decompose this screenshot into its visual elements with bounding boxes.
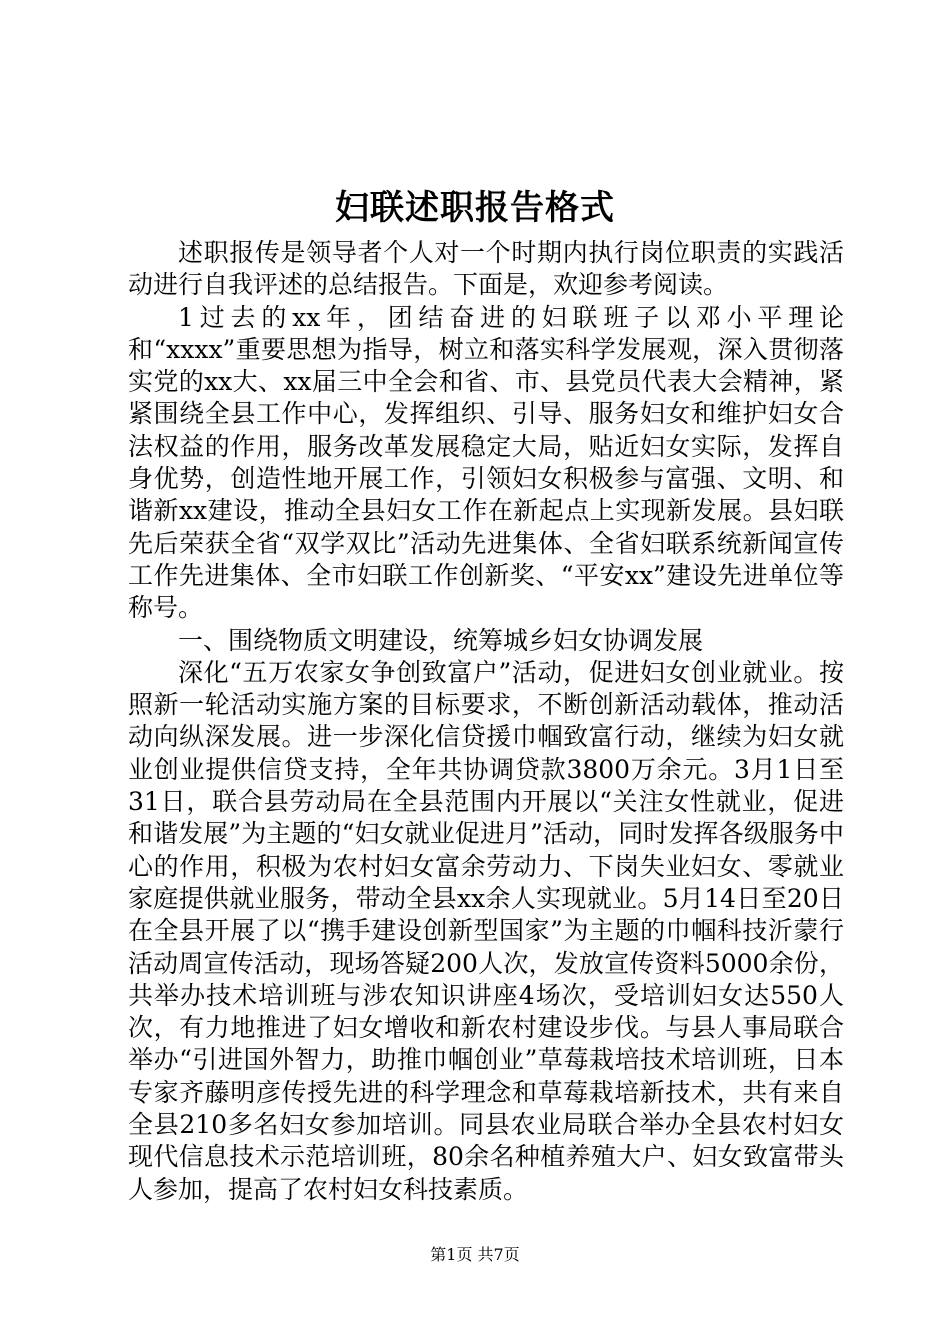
paragraph-intro: 述职报传是领导者个人对一个时期内执行岗位职责的实践活动进行自我评述的总结报告。下面是，欢迎参考阅读。 bbox=[128, 238, 844, 300]
paragraph-section-one: 深化“五万农家女争创致富户”活动，促进妇女创业就业。按照新一轮活动实施方案的目标要求，不断创新活动载体，推动活动向纵深发展。进一步深化信贷援巾帼致富行动，继续为妇女就业创业提供信贷支持，全年共协调贷款3800万余元。3月1日至31日，联合县劳动局在全县范围内开展以“关注女性就业，促进和谐发展”为主题的“妇女就业促进月”活动，同时发挥各级服务中心的作用，积极为农村妇女富余劳动力、下岗失业妇女、零就业家庭提供就业服务，带动全县xx余人实现就业。5月14日至20日在全县开展了以“携手建设创新型国家”为主题的巾帼科技沂蒙行活动周宣传活动，现场答疑200人次，发放宣传资料5000余份，共举办技术培训班与涉农知识讲座4场次，受培训妇女达550人次，有力地推进了妇女增收和新农村建设步伐。与县人事局联合举办“引进国外智力，助推巾帼创业”草莓栽培技术培训班，日本专家齐藤明彦传授先进的科学理念和草莓栽培新技术，共有来自全县210多名妇女参加培训。同县农业局联合举办全县农村妇女现代信息技术示范培训班，80余名种植养殖大户、妇女致富带头人参加，提高了农村妇女科技素质。 bbox=[128, 657, 844, 1204]
page-number-footer: 第1页 共7页 bbox=[430, 1245, 520, 1264]
document-title: 妇联述职报告格式 bbox=[335, 188, 615, 228]
document-body bbox=[128, 237, 844, 1206]
section-heading: 一、围绕物质文明建设，统筹城乡妇女协调发展 bbox=[178, 625, 704, 655]
paragraph-summary: 1过去的xx年，团结奋进的妇联班子以邓小平理论和“xxxx”重要思想为指导，树立和落实科学发展观，深入贯彻落实党的xx大、xx届三中全会和省、市、县党员代表大会精神，紧紧围绕全县工作中心，发挥组织、引导、服务妇女和维护妇女合法权益的作用，服务改革发展稳定大局，贴近妇女实际，发挥自身优势，创造性地开展工作，引领妇女积极参与富强、文明、和谐新xx建设，推动全县妇女工作在新起点上实现新发展。县妇联先后荣获全省“双学双比”活动先进集体、全省妇联系统新闻宣传工作先进集体、全市妇联工作创新奖、“平安xx”建设先进单位等称号。 bbox=[128, 302, 844, 623]
